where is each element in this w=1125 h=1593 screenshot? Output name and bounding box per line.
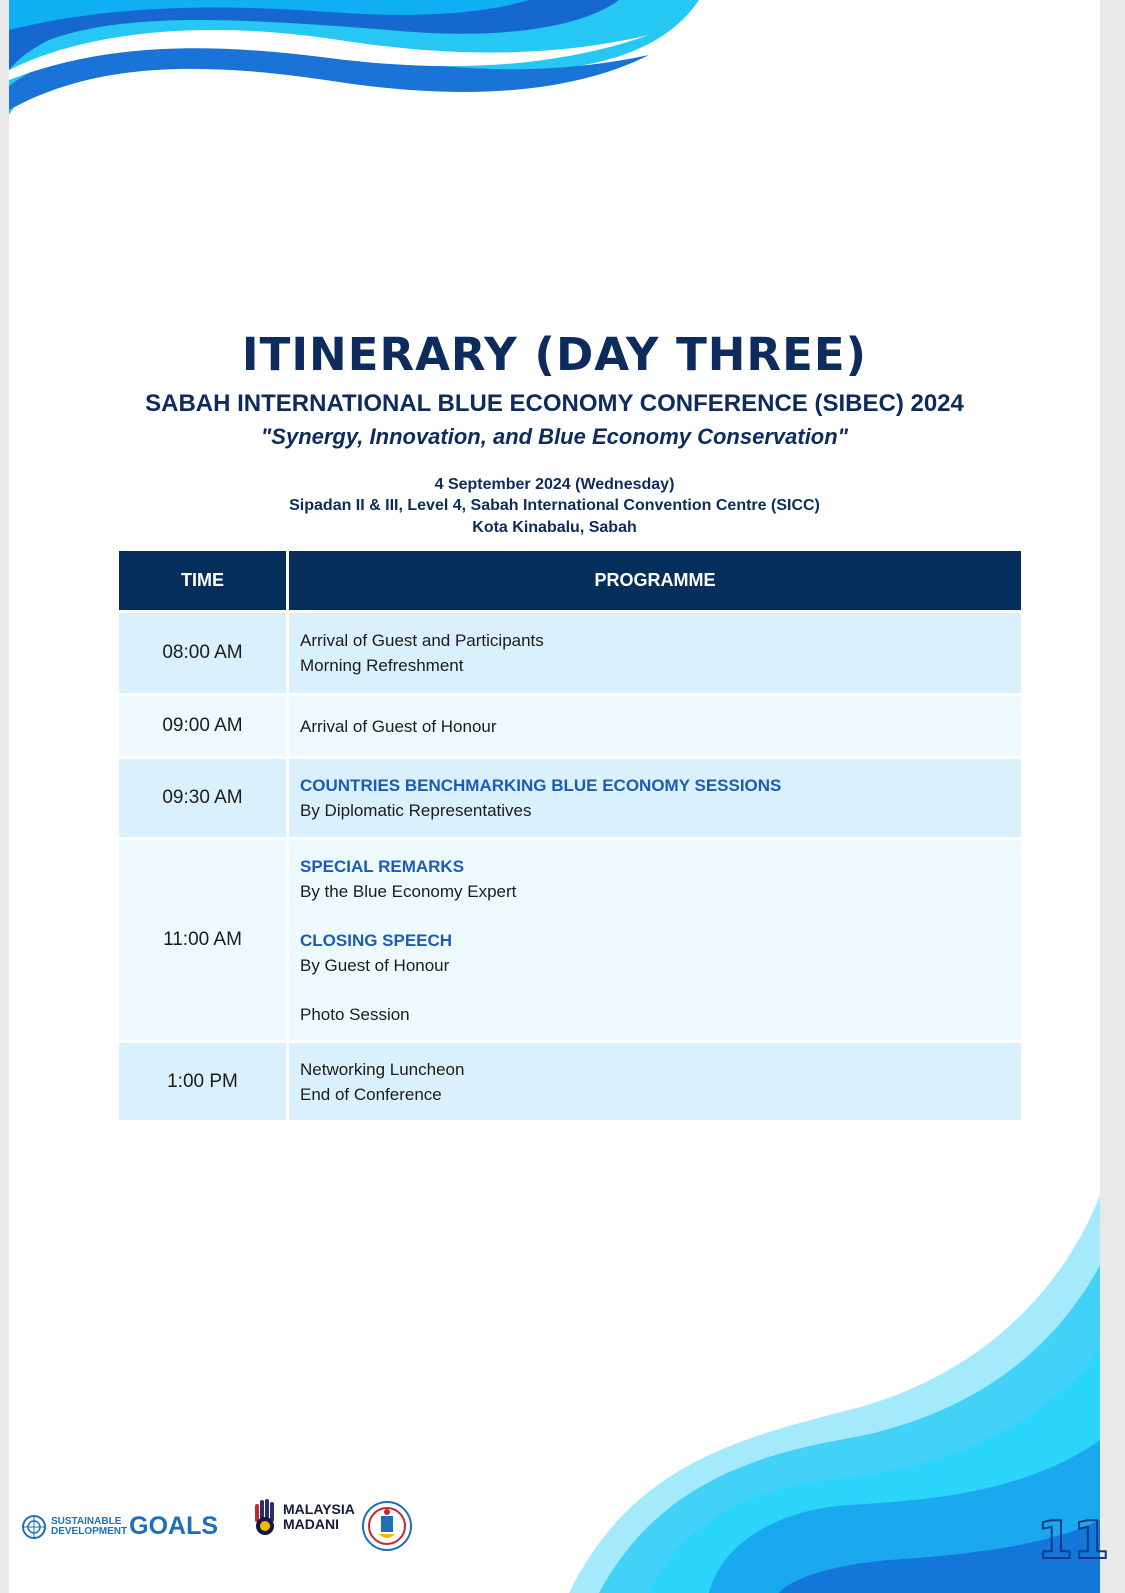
itinerary-table [119, 551, 1021, 1120]
programme-line: Networking Luncheon [300, 1059, 465, 1079]
madani-line-1: MALAYSIA [283, 1501, 355, 1517]
madani-hand-icon [253, 1498, 279, 1536]
un-emblem-icon [21, 1514, 47, 1540]
page-number: 11 [1037, 1511, 1110, 1571]
programme-heading: CLOSING SPEECH [300, 930, 453, 950]
page-title: ITINERARY (DAY THREE) [241, 328, 868, 381]
column-header-programme: PROGRAMME [289, 551, 1021, 610]
sdg-text [51, 1517, 127, 1537]
table-row [119, 840, 1021, 1040]
row-programme [289, 613, 1021, 693]
column-header-time: TIME [119, 551, 286, 610]
event-venue: Sipadan II & III, Level 4, Sabah International Convention Centre (SICC) [289, 497, 820, 514]
programme-line: Photo Session [300, 1004, 410, 1024]
conference-name: SABAH INTERNATIONAL BLUE ECONOMY CONFERENCE (SIBEC) 2024 [145, 390, 964, 417]
row-time: 1:00 PM [119, 1043, 286, 1120]
madani-line-2: MADANI [283, 1516, 339, 1532]
programme-line: Arrival of Guest and Participants [300, 631, 544, 650]
row-programme [289, 759, 1021, 837]
row-time: 09:00 AM [119, 696, 286, 756]
event-date: 4 September 2024 (Wednesday) [434, 476, 675, 493]
table-row [119, 759, 1021, 837]
row-programme [289, 1043, 1021, 1120]
sdg-line-2: DEVELOPMENT [51, 1525, 128, 1537]
sabah-state-seal-icon [361, 1498, 413, 1554]
sdg-line-1: SUSTAINABLE [51, 1515, 122, 1527]
programme-line: Arrival of Guest of Honour [300, 716, 497, 736]
document-page [9, 0, 1110, 1593]
row-time: 08:00 AM [119, 613, 286, 693]
programme-line: End of Conference [300, 1084, 442, 1104]
row-time: 11:00 AM [119, 840, 286, 1040]
event-city: Kota Kinabalu, Sabah [472, 519, 637, 536]
sdg-goals-text: GOALS [129, 1512, 219, 1540]
programme-heading: COUNTRIES BENCHMARKING BLUE ECONOMY SESSIONS [300, 776, 782, 795]
row-programme [289, 840, 1021, 1040]
table-row [119, 696, 1021, 756]
page-number-outline [1037, 1511, 1110, 1571]
conference-tagline: "Synergy, Innovation, and Blue Economy Conservation" [260, 424, 849, 449]
programme-line: By Guest of Honour [300, 955, 450, 975]
table-row [119, 613, 1021, 693]
programme-heading: SPECIAL REMARKS [300, 856, 465, 876]
malaysia-madani-logo [253, 1498, 355, 1536]
row-programme [289, 696, 1021, 756]
table-header-row [119, 551, 1021, 610]
sdg-logo [21, 1512, 218, 1541]
table-row [119, 1043, 1021, 1120]
row-time: 09:30 AM [119, 759, 286, 837]
programme-line: Morning Refreshment [300, 656, 464, 675]
programme-line: By Diplomatic Representatives [300, 801, 532, 820]
madani-text [283, 1502, 355, 1532]
programme-line: By the Blue Economy Expert [300, 881, 517, 901]
